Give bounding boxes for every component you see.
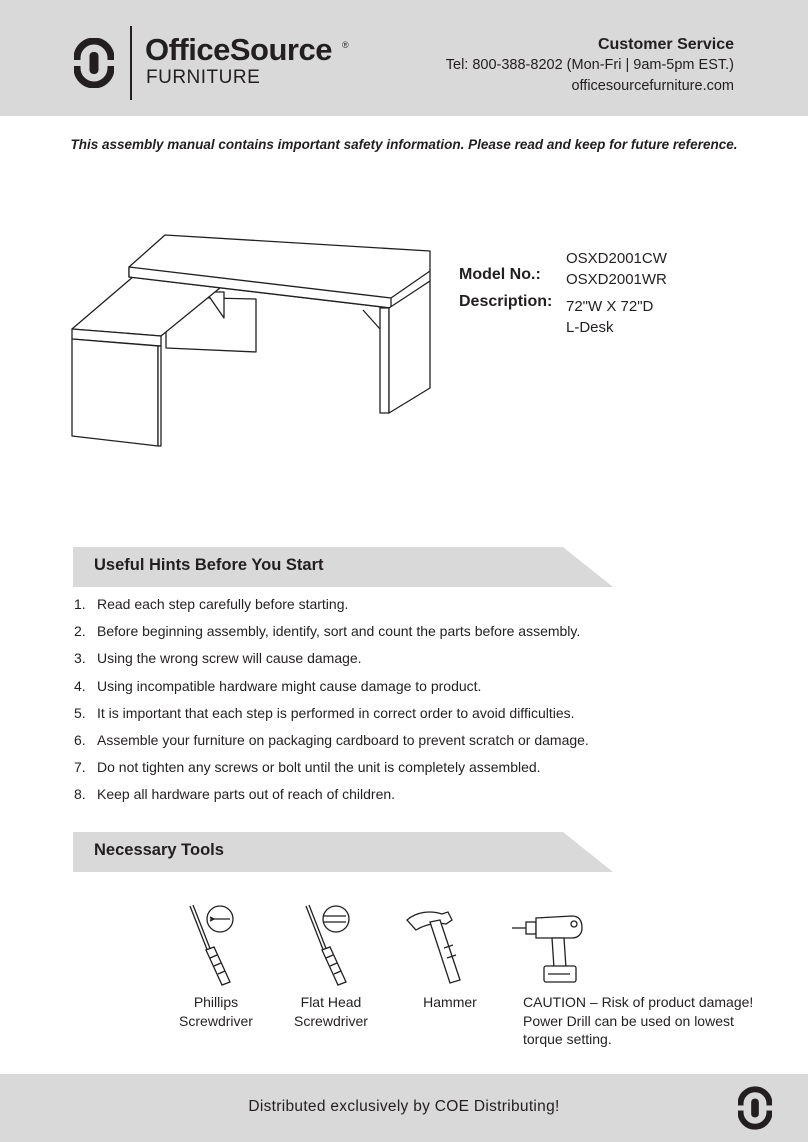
flathead-screwdriver-label: Flat Head Screwdriver: [294, 994, 368, 1029]
brand-registered-mark: ®: [342, 40, 349, 50]
brand-name: OfficeSource: [145, 32, 332, 67]
brand-subtitle: FURNITURE: [146, 67, 261, 88]
phillips-screwdriver-label: Phillips Screwdriver: [179, 994, 253, 1029]
distributor-notice: Distributed exclusively by COE Distributing!: [248, 1098, 560, 1115]
list-item: 4. Using incompatible hardware might cause damage to product.: [74, 677, 482, 694]
list-item: 6. Assemble your furniture on packaging cardboard to prevent scratch or damage.: [74, 731, 589, 748]
phillips-screwdriver-icon: [186, 902, 238, 986]
list-item: 8. Keep all hardware parts out of reach of children.: [74, 786, 396, 803]
officesource-logo-icon: [74, 38, 114, 88]
list-item: 5. It is important that each step is performed in correct order to avoid difficulties.: [74, 704, 575, 721]
description-type: L-Desk: [566, 319, 614, 336]
hints-list: [74, 596, 589, 814]
officesource-logo-icon: [738, 1086, 772, 1130]
hammer-label: Hammer: [423, 994, 477, 1010]
hints-section-title: Useful Hints Before You Start: [94, 556, 324, 574]
model-number-2: OSXD2001WR: [566, 271, 667, 288]
hammer-icon: [404, 908, 464, 988]
description-label: Description:: [459, 293, 553, 310]
tools-section-header: [73, 832, 613, 872]
model-number-label: Model No.:: [459, 266, 541, 283]
page-footer: [0, 1074, 808, 1142]
customer-service-website[interactable]: officesourcefurniture.com: [571, 78, 734, 94]
description-values: [566, 296, 686, 338]
customer-service-block: [446, 34, 734, 97]
description-dimensions: 72"W X 72"D: [566, 298, 654, 315]
safety-notice: This assembly manual contains important safety information. Please read and keep for future reference.: [70, 137, 738, 152]
list-item: 7. Do not tighten any screws or bolt until the unit is completely assembled.: [74, 759, 541, 776]
tools-section-title: Necessary Tools: [94, 841, 224, 859]
page-header: [0, 0, 808, 116]
model-number-1: OSXD2001CW: [566, 250, 667, 267]
customer-service-title: Customer Service: [597, 36, 734, 53]
model-number-values: [566, 248, 667, 290]
customer-service-phone: Tel: 800-388-8202 (Mon-Fri | 9am-5pm EST.): [445, 57, 734, 73]
l-desk-illustration: [66, 226, 436, 448]
flathead-screwdriver-icon: [302, 902, 354, 986]
logo-divider: [130, 26, 132, 100]
list-item: 3. Using the wrong screw will cause damage.: [74, 650, 362, 667]
list-item: 1. Read each step carefully before starting.: [74, 596, 349, 612]
power-drill-caution: CAUTION – Risk of product damage! Power Drill can be used on lowest torque setting.: [523, 994, 754, 1047]
list-item: 2. Before beginning assembly, identify, sort and count the parts before assembly.: [74, 623, 581, 640]
hints-section-header: [73, 547, 613, 587]
power-drill-icon: [512, 910, 586, 986]
